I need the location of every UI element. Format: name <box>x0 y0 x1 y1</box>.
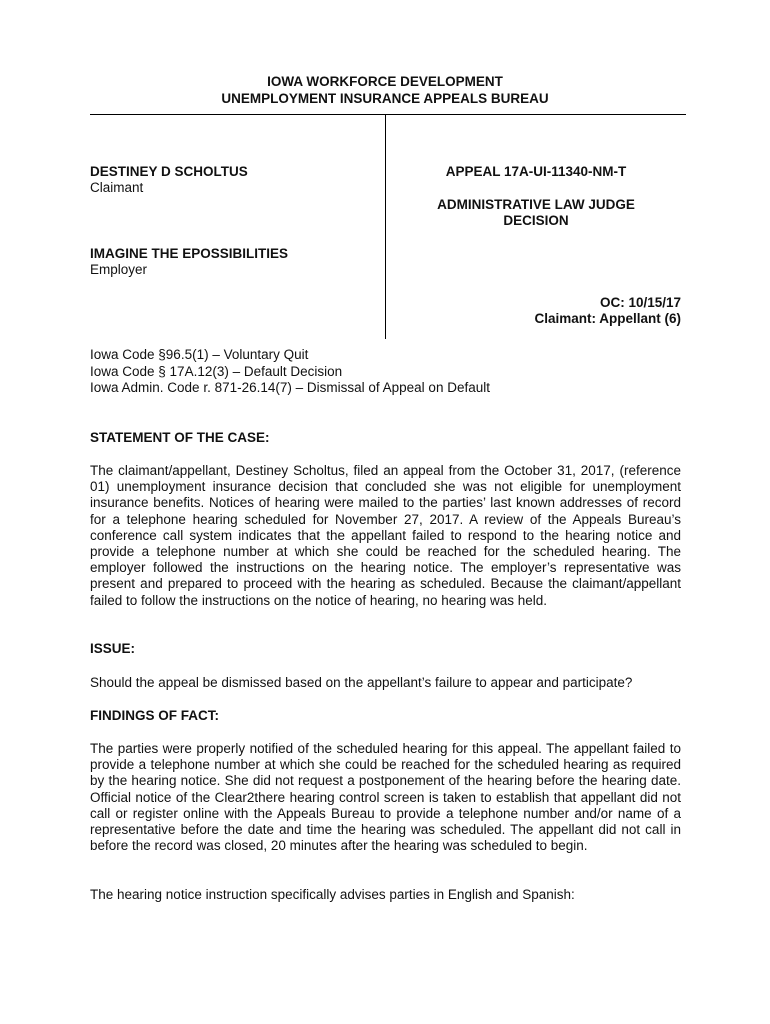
notice-paragraph: The hearing notice instruction specifically advises parties in English and Spanish: <box>90 887 575 902</box>
findings-heading: FINDINGS OF FACT: <box>90 708 219 723</box>
findings-paragraph: The parties were properly notified of the scheduled hearing for this appeal. The appellant failed to provide a telephone number at which she could be reached for the scheduled hearing as required by the hearing notice. She did not request a postponement of the hearing before the hearing date. Official notice of the Clear2there hearing control screen is taken to establish that appellant did not call or register online with the Appeals Bureau to provide a telephone number and/or name of a representative before the date and time the hearing was scheduled. The appellant did not call in before the record was closed, 20 minutes after the hearing was scheduled to begin. <box>90 741 681 854</box>
employer-name: IMAGINE THE EPOSSIBILITIES <box>90 246 289 261</box>
code-citation: Iowa Code § 17A.12(3) – Default Decision <box>90 363 343 379</box>
statement-heading: STATEMENT OF THE CASE: <box>90 430 270 445</box>
agency-name: IOWA WORKFORCE DEVELOPMENT <box>267 74 503 89</box>
employer-label: Employer <box>90 262 148 277</box>
issue-heading: ISSUE: <box>90 641 136 656</box>
code-citation: Iowa Admin. Code r. 871-26.14(7) – Dismissal of Appeal on Default <box>90 380 490 395</box>
issue-paragraph: Should the appeal be dismissed based on the appellant’s failure to appear and participate? <box>90 675 633 690</box>
statement-paragraph: The claimant/appellant, Destiney Scholtus, filed an appeal from the October 31, 2017, (reference 01) unemployment insurance decision that concluded she was not eligible for unemployment insurance benefits. Notices of hearing were mailed to the parties’ last known addresses of record for a telephone hearing scheduled for November 27, 2017. A review of the Appeals Bureau’s conference call system indicates that the appellant failed to respond to the hearing notice and provide a telephone number at which she could be reached for the scheduled hearing. The employer followed the instructions on the hearing notice. The employer’s representative was present and prepared to proceed with the hearing as scheduled. Because the claimant/appellant failed to follow the instructions on the notice of hearing, no hearing was held. <box>90 463 681 608</box>
agency-header <box>0 73 770 107</box>
code-citations <box>90 347 490 397</box>
claimant-status: Claimant: Appellant (6) <box>534 311 681 326</box>
oc-date: OC: 10/15/17 <box>599 295 681 310</box>
claimant-label: Claimant <box>90 180 144 195</box>
decision-title-line2: DECISION <box>503 213 569 228</box>
decision-title-line1: ADMINISTRATIVE LAW JUDGE <box>437 197 635 212</box>
bureau-name: UNEMPLOYMENT INSURANCE APPEALS BUREAU <box>221 91 549 106</box>
claimant-name: DESTINEY D SCHOLTUS <box>90 164 248 179</box>
appeal-number: APPEAL 17A-UI-11340-NM-T <box>445 164 627 179</box>
code-citation: Iowa Code §96.5(1) – Voluntary Quit <box>90 347 309 362</box>
decision-title <box>386 197 686 229</box>
header-rule <box>90 114 686 115</box>
